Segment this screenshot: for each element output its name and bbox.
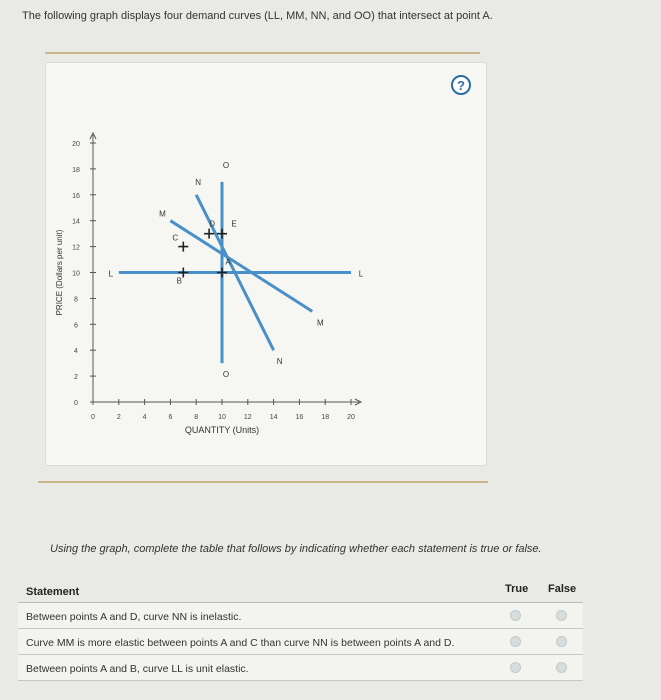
x-tick-label: 8 <box>194 414 199 421</box>
y-tick-label: 16 <box>72 192 80 200</box>
false-radio[interactable] <box>556 610 567 621</box>
x-tick-label: 4 <box>142 414 147 421</box>
header-statement: Statement <box>26 586 80 598</box>
x-tick-label: 10 <box>218 414 226 421</box>
point-d-label: D <box>209 219 215 229</box>
y-tick-label: 20 <box>72 141 80 148</box>
x-tick-label: 18 <box>321 414 330 421</box>
curve-nn-start-label: N <box>195 177 202 187</box>
false-radio[interactable] <box>556 636 567 647</box>
y-tick-label: 18 <box>72 166 80 174</box>
table-row <box>18 603 583 629</box>
x-axis-title: QUANTITY (Units) <box>184 425 260 435</box>
point-c-marker <box>178 242 188 252</box>
y-tick-label: 2 <box>74 374 78 382</box>
x-tick-label: 0 <box>91 414 95 421</box>
x-tick-label: 14 <box>269 414 278 421</box>
true-false-table <box>18 580 583 681</box>
statement-text: Curve MM is more elastic between points A and C than curve NN is between points A and D. <box>26 637 455 649</box>
table-header <box>18 580 583 603</box>
point-a-marker <box>217 268 227 278</box>
y-tick-label: 8 <box>74 296 78 304</box>
curve-mm-start-label: M <box>159 209 166 219</box>
y-tick-label: 10 <box>72 270 80 278</box>
question-intro: The following graph displays four demand curves (LL, MM, NN, and OO) that intersect at point A. <box>22 10 493 22</box>
true-radio[interactable] <box>510 610 521 621</box>
x-tick-label: 2 <box>116 414 121 421</box>
curve-nn-end-label: N <box>276 357 283 367</box>
header-false: False <box>548 583 577 595</box>
y-tick-label: 14 <box>72 218 80 226</box>
point-a-label: A <box>225 257 231 267</box>
y-tick-label: 4 <box>74 348 78 356</box>
table-row <box>18 655 583 681</box>
statement-text: Between points A and B, curve LL is unit elastic. <box>26 663 249 675</box>
y-tick-label: 0 <box>74 400 78 407</box>
y-tick-label: 6 <box>74 322 78 330</box>
true-radio[interactable] <box>510 636 521 647</box>
statement-text: Between points A and D, curve NN is inelastic. <box>26 611 242 623</box>
table-row <box>18 629 583 655</box>
true-radio[interactable] <box>510 662 521 673</box>
help-icon[interactable]: ? <box>451 75 471 95</box>
x-tick-label: 20 <box>347 414 355 421</box>
curve-oo-end-label: O <box>222 370 230 380</box>
x-tick-label: 12 <box>243 414 252 421</box>
divider-bottom <box>38 481 488 483</box>
curve-mm-end-label: M <box>316 318 324 328</box>
point-e-label: E <box>231 219 237 229</box>
y-tick-label: 12 <box>72 244 80 252</box>
false-radio[interactable] <box>556 662 567 673</box>
curve-oo-start-label: O <box>222 160 230 170</box>
curve-ll-start-label: L <box>108 269 114 279</box>
x-tick-label: 6 <box>168 414 173 421</box>
point-c-label: C <box>172 233 179 243</box>
y-axis-title: PRICE (Dollars per unit) <box>55 229 64 316</box>
x-tick-label: 16 <box>295 414 304 421</box>
curve-ll-end-label: L <box>358 269 364 279</box>
curve-mm <box>170 221 312 312</box>
point-b-label: B <box>176 276 182 286</box>
header-true: True <box>505 583 529 595</box>
instructions: Using the graph, complete the table that follows by indicating whether each statement is true or false. <box>50 543 542 555</box>
